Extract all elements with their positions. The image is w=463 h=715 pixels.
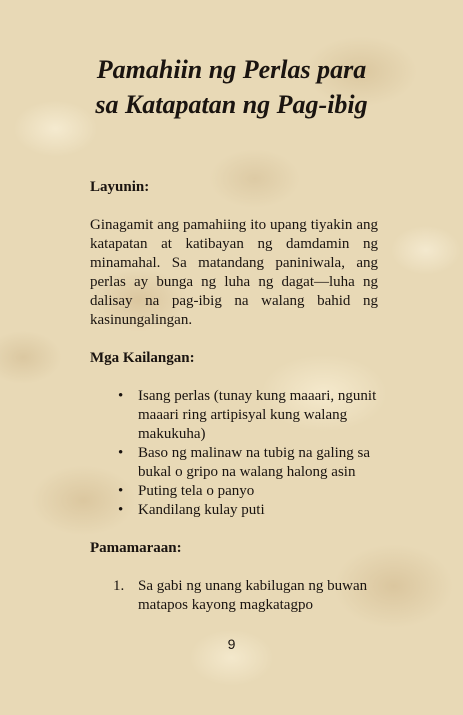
list-item [113,577,378,615]
list-item [118,501,378,520]
page-title [0,52,463,122]
bullet-icon: • [118,388,124,404]
step-text: Sa gabi ng unang kabilugan ng buwan matapos kayong magkatagpo [138,578,368,613]
materials-list [90,387,378,520]
material-text: Isang perlas (tunay kung maaari, ngunit maaari ring artipisyal kung walang makukuha) [138,388,377,442]
page-number: 9 [227,636,236,652]
bullet-icon: • [118,502,124,518]
list-item [118,387,378,444]
material-text: Baso ng malinaw na tubig na galing sa bukal o gripo na walang halong asin [138,445,371,480]
step-number: 1. [113,578,125,594]
objective-heading: Layunin: [90,179,150,195]
objective-paragraph: Ginagamit ang pamahiing ito upang tiyakin ang katapatan at katibayan ng damdamin ng minamahal. Sa matandang paniniwala, ang perlas ay bunga ng luha ng dagat—luha ng dalisay na pag-ibig na walang bahid ng kasinungalingan. [90,217,378,328]
procedure-heading: Pamamaraan: [90,540,182,556]
material-text: Kandilang kulay puti [138,502,265,518]
document-body [90,178,378,615]
procedure-steps [90,577,378,615]
list-item [118,482,378,501]
bullet-icon: • [118,483,124,499]
title-line-2: sa Katapatan ng Pag-ibig [95,90,368,119]
bullet-icon: • [118,445,124,461]
title-line-1: Pamahiin ng Perlas para [96,55,367,84]
materials-heading: Mga Kailangan: [90,350,195,366]
material-text: Puting tela o panyo [138,483,255,499]
list-item [118,444,378,482]
